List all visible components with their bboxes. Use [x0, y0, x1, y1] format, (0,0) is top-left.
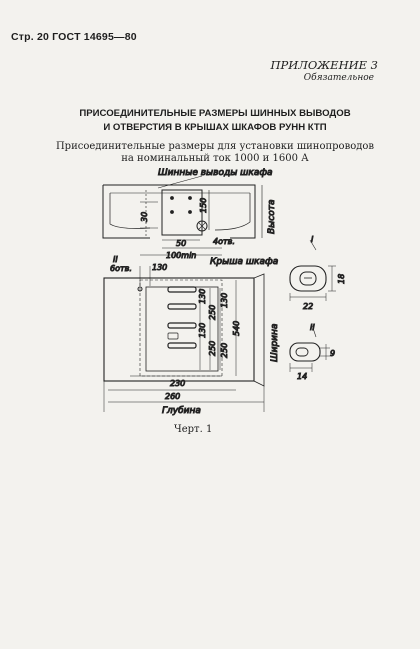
- appendix-title: ПРИЛОЖЕНИЕ 3: [270, 58, 378, 72]
- section-I-detail: [290, 240, 336, 301]
- dim-260: 260: [165, 392, 181, 401]
- heading-line-1: ПРИСОЕДИНИТЕЛЬНЫЕ РАЗМЕРЫ ШИННЫХ ВЫВОДОВ: [79, 108, 351, 119]
- dim-14: 14: [297, 372, 308, 381]
- dim-150: 150: [199, 197, 208, 213]
- dim-130-c: 130: [220, 292, 229, 308]
- subheading-line-1: Присоединительные размеры для установки шинопроводов: [55, 141, 375, 152]
- page-header: Стр. 20 ГОСТ 14695—80: [11, 31, 137, 43]
- section-II-label: II: [310, 323, 315, 332]
- dim-540: 540: [232, 320, 241, 336]
- subheading-line-2: на номинальный ток 1000 и 1600 А: [121, 153, 309, 164]
- label-4holes: 4отв.: [213, 237, 235, 246]
- label-roof: Крыша шкафа: [210, 257, 279, 267]
- dim-30: 30: [140, 211, 149, 222]
- label-height: Высота: [267, 199, 277, 234]
- dim-9: 9: [330, 349, 336, 358]
- plan-view: [104, 266, 264, 412]
- dim-250-b: 250: [208, 340, 217, 356]
- dim-130-top: 130: [152, 263, 168, 272]
- dim-250-a: 250: [208, 304, 217, 320]
- figure-caption: Черт. 1: [174, 424, 213, 435]
- dim-22: 22: [303, 302, 314, 311]
- appendix-status: Обязательное: [303, 73, 374, 83]
- label-bus-outputs: Шинные выводы шкафа: [158, 168, 273, 178]
- label-6holes: 6отв.: [110, 264, 132, 273]
- dim-130-a: 130: [198, 288, 207, 304]
- dim-250-c: 250: [220, 342, 229, 358]
- heading-line-2: И ОТВЕРСТИЯ В КРЫШАХ ШКАФОВ РУНН КТП: [103, 122, 327, 133]
- section-I-label: I: [311, 235, 314, 244]
- section-II-label-plan: II: [113, 255, 118, 264]
- dim-50: 50: [176, 239, 187, 248]
- dim-100min: 100min: [166, 251, 197, 260]
- dim-230: 230: [170, 379, 186, 388]
- dim-18: 18: [337, 273, 346, 284]
- dim-130-b: 130: [198, 322, 207, 338]
- section-II-detail: [290, 325, 330, 372]
- label-depth: Глубина: [162, 406, 201, 416]
- label-width: Ширина: [270, 323, 280, 362]
